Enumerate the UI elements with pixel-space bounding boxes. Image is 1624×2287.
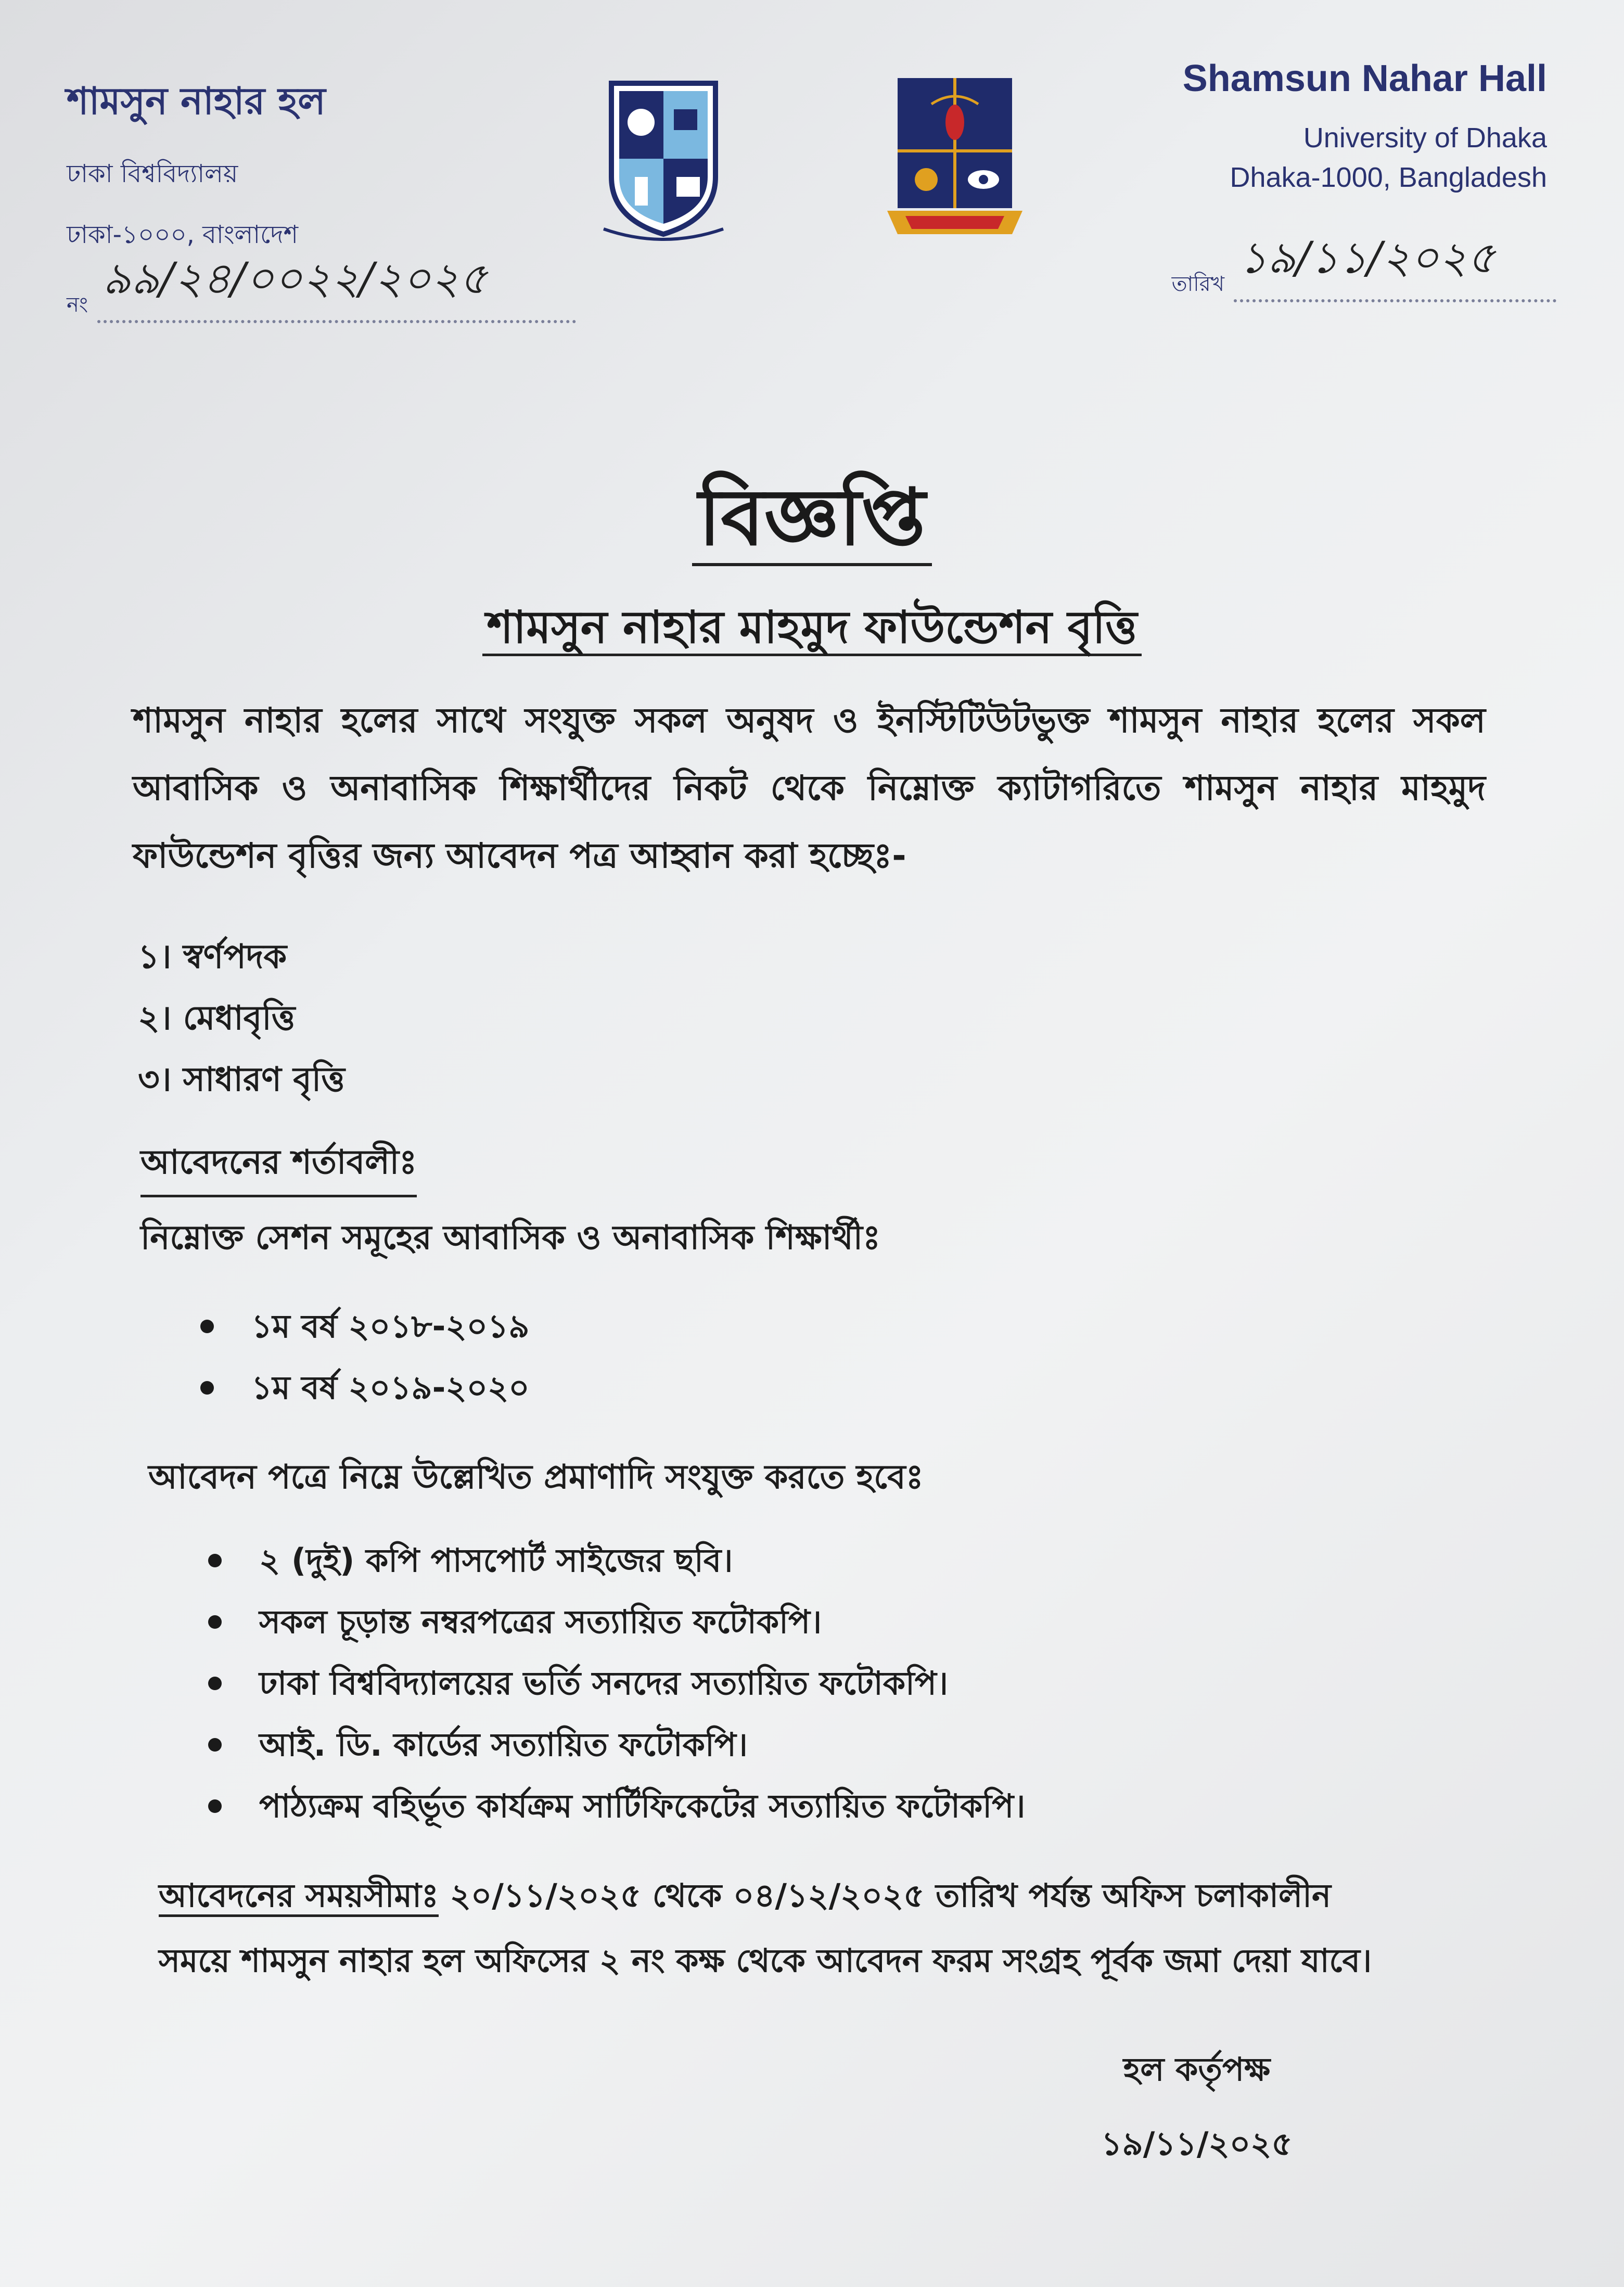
header-right — [1183, 57, 1547, 194]
dhaka-university-crest-logo — [885, 73, 1025, 245]
document-text: ঢাকা বিশ্ববিদ্যালয়ের ভর্তি সনদের সত্যায়িত ফটোকপি। — [259, 1664, 949, 1702]
signature-block — [1067, 2045, 1327, 2173]
city-en: Dhaka-1000, Bangladesh — [1230, 162, 1547, 193]
deadline-text: ২০/১১/২০২৫ থেকে ০৪/১২/২০২৫ তারিখ পর্যন্ত অফিস চলাকালীন সময়ে শামসুন নাহার হল অফিসের ২ নং কক্ষ থেকে আবেদন ফরম সংগ্রহ পূর্বক জমা দেয়া যাবে। — [159, 1876, 1372, 1979]
notice-subtitle-text: শামসুন নাহার মাহমুদ ফাউন্ডেশন বৃত্তি — [482, 602, 1141, 656]
bullet-icon — [200, 1381, 214, 1395]
sessions-line: নিম্নোক্ত সেশন সমূহের আবাসিক ও অনাবাসিক শিক্ষার্থীঃ — [140, 1219, 881, 1257]
deadline-paragraph — [159, 1863, 1408, 1993]
category-item: ১। স্বর্ণপদক — [138, 938, 287, 976]
deadline-label: আবেদনের সময়সীমাঃ — [159, 1876, 439, 1917]
document-text: ২ (দুই) কপি পাসপোর্ট সাইজের ছবি। — [259, 1541, 733, 1579]
bullet-icon — [208, 1738, 222, 1752]
city-bn: ঢাকা-১০০০, বাংলাদেশ — [67, 220, 299, 249]
session-list — [200, 1296, 530, 1419]
hall-name-bn: শামসুন নাহার হল — [67, 79, 326, 123]
authority-name: হল কর্তৃপক্ষ — [1123, 2050, 1271, 2088]
document-text: আই. ডি. কার্ডের সত্যায়িত ফটোকপি। — [259, 1726, 748, 1764]
bullet-icon — [208, 1677, 222, 1690]
signed-date: ১৯/১১/২০২৫ — [1101, 2125, 1293, 2163]
hall-name-en: Shamsun Nahar Hall — [1182, 58, 1547, 99]
hall-crest-logo — [598, 73, 728, 245]
document-list — [208, 1530, 1025, 1837]
intro-paragraph: শামসুন নাহার হলের সাথে সংযুক্ত সকল অনুষদ ও ইনস্টিটিউটভুক্ত শামসুন নাহার হলের সকল আবাসিক ও অনাবাসিক শিক্ষার্থীদের নিকট থেকে নিম্নোক্ত ক্যাটাগরিতে শামসুন নাহার মাহমুদ ফাউন্ডেশন বৃত্তির জন্য আবেদন পত্র আহ্বান করা হচ্ছেঃ- — [133, 700, 1486, 876]
ref-number: ৯৯/২৪/০০২২/২০২৫ — [97, 245, 576, 323]
category-item: ২। মেধাবৃত্তি — [138, 999, 296, 1038]
bullet-icon — [208, 1554, 222, 1567]
bullet-icon — [208, 1615, 222, 1629]
notice-title-text: বিজ্ঞপ্তি — [692, 472, 931, 566]
category-list — [138, 926, 345, 1110]
ref-label: নং — [67, 293, 88, 317]
university-name-en: University of Dhaka — [1303, 122, 1547, 154]
session-text: ১ম বর্ষ ২০১৮-২০১৯ — [251, 1307, 530, 1345]
bullet-icon — [208, 1799, 222, 1813]
document-item — [208, 1591, 1025, 1653]
date-row — [1172, 224, 1556, 302]
document-text: পাঠ্যক্রম বহির্ভূত কার্যক্রম সার্টিফিকেটের সত্যায়িত ফটোকপি। — [259, 1787, 1026, 1825]
bullet-icon — [200, 1320, 214, 1333]
document-item — [208, 1653, 1025, 1714]
session-item — [200, 1296, 530, 1357]
notice-subtitle — [0, 593, 1624, 668]
date-value: ১৯/১১/২০২৫ — [1234, 224, 1556, 302]
session-text: ১ম বর্ষ ২০১৯-২০২০ — [251, 1369, 530, 1407]
document-text: সকল চূড়ান্ত নম্বরপত্রের সত্যায়িত ফটোকপি। — [259, 1603, 822, 1641]
header-left — [67, 73, 326, 257]
category-item: ৩। সাধারণ বৃত্তি — [138, 1061, 345, 1099]
reference-row — [67, 245, 576, 323]
date-label: তারিখ — [1171, 272, 1224, 296]
document-item — [208, 1714, 1025, 1775]
university-name-bn: ঢাকা বিশ্ববিদ্যালয় — [67, 159, 238, 188]
conditions-heading: আবেদনের শর্তাবলীঃ — [140, 1137, 417, 1197]
session-item — [200, 1357, 530, 1419]
documents-line: আবেদন পত্রে নিম্নে উল্লেখিত প্রমাণাদি সংযুক্ত করতে হবেঃ — [148, 1458, 924, 1497]
document-item — [208, 1775, 1025, 1837]
document-item — [208, 1530, 1025, 1591]
notice-title — [0, 458, 1624, 588]
